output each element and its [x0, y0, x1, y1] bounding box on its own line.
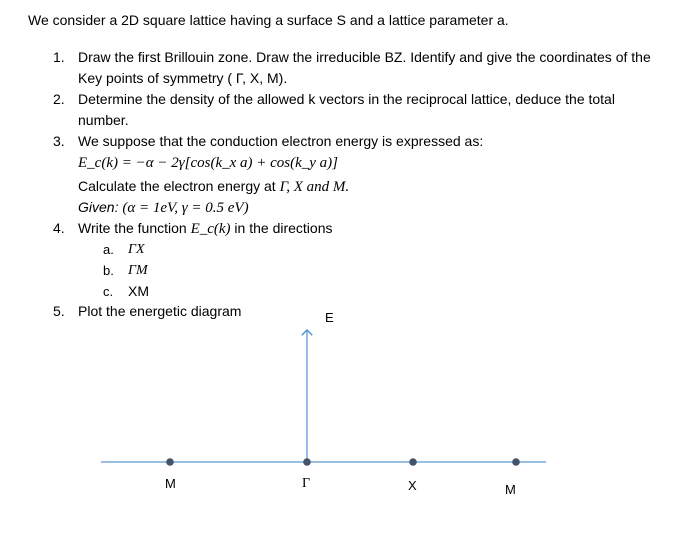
question-2-line-1: Determine the density of the allowed k vectors in the reciprocal lattice, deduce the total: [78, 91, 615, 107]
question-3-line-1: We suppose that the conduction electron energy is expressed as:: [78, 133, 484, 149]
subitem-b-letter: b.: [103, 263, 114, 278]
question-4-function: E_c(k): [190, 221, 231, 237]
point-m-left-label: M: [165, 476, 176, 491]
question-4-number: 4.: [53, 220, 65, 236]
question-3-line-3-prefix: Calculate the electron energy at: [78, 178, 280, 194]
subitem-c-text: XM: [128, 283, 149, 299]
point-m-right-dot: [512, 458, 520, 466]
question-3-number: 3.: [53, 133, 65, 149]
question-5-line-1: Plot the energetic diagram: [78, 303, 242, 319]
subitem-b-text: ΓM: [128, 263, 148, 278]
question-2-line-2: number.: [78, 112, 129, 128]
point-gamma-dot: [303, 458, 311, 466]
energy-equation: E_c(k) = −α − 2γ[cos(k_x a) + cos(k_y a)]: [78, 155, 339, 171]
question-1-line-2: Key points of symmetry ( Γ, X, M).: [78, 70, 288, 86]
point-x-dot: [409, 458, 417, 466]
question-3-given-prefix: Given:: [78, 199, 123, 215]
question-5-number: 5.: [53, 303, 65, 319]
question-1-number: 1.: [53, 49, 65, 65]
question-3-line-3-points: Γ, X and M.: [279, 179, 350, 195]
intro-text: We consider a 2D square lattice having a surface S and a lattice parameter a.: [28, 12, 509, 28]
question-4-prefix: Write the function: [78, 220, 191, 236]
question-1-line-1: Draw the first Brillouin zone. Draw the irreducible BZ. Identify and give the coordinates of the: [78, 49, 651, 65]
point-m-right-label: M: [505, 482, 516, 497]
subitem-c-letter: c.: [103, 284, 114, 299]
energy-axis-label: E: [325, 310, 334, 325]
point-x-label: X: [408, 478, 417, 493]
point-m-left-dot: [166, 458, 174, 466]
subitem-a-letter: a.: [103, 242, 114, 257]
question-2-number: 2.: [53, 91, 65, 107]
question-4-suffix: in the directions: [230, 220, 333, 236]
subitem-a-text: ΓX: [128, 242, 145, 257]
point-gamma-label: Γ: [302, 476, 311, 491]
question-3-given-values: (α = 1eV, γ = 0.5 eV): [122, 200, 249, 216]
